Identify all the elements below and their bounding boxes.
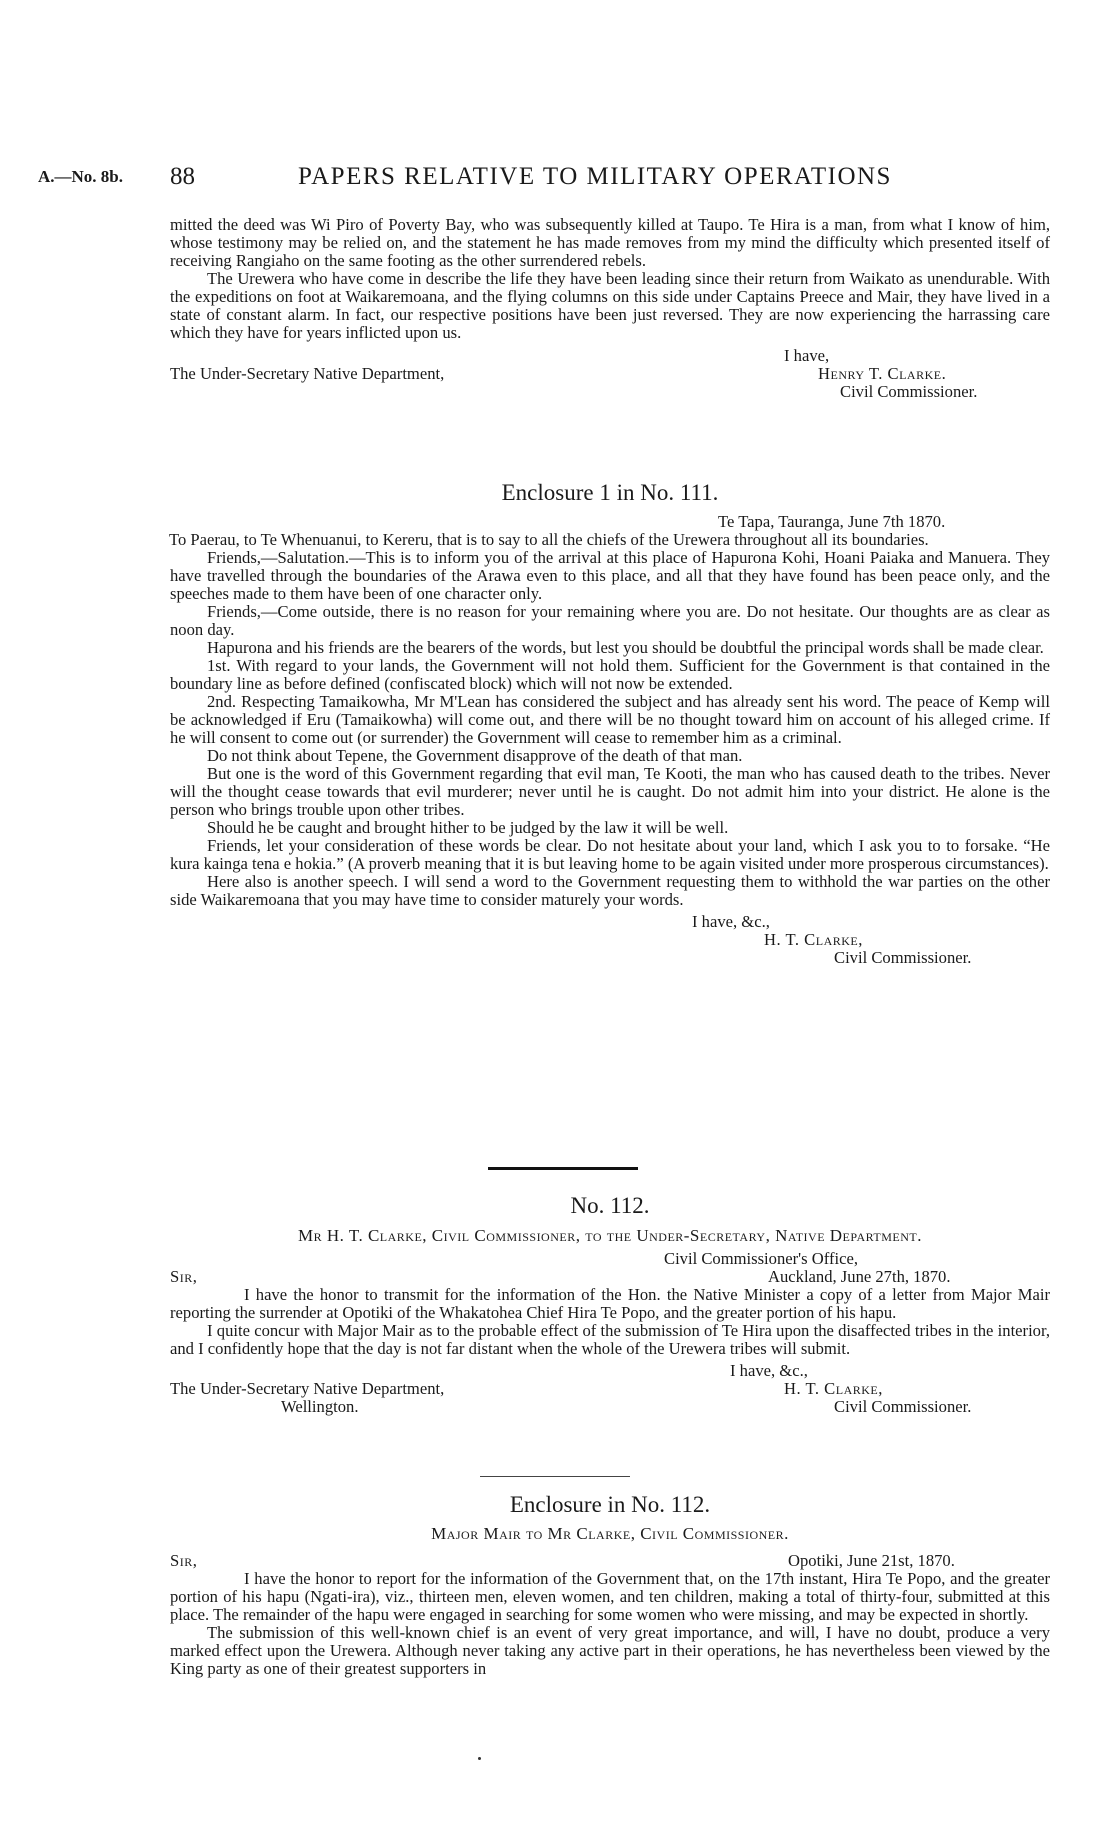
enclosure-heading: Enclosure in No. 112. bbox=[509, 1492, 711, 1517]
closing: I have, &c., bbox=[692, 912, 770, 931]
running-header bbox=[38, 163, 1078, 193]
no-112-body bbox=[170, 1250, 1050, 1416]
page-speck bbox=[478, 1757, 481, 1760]
enclosure-heading: Enclosure 1 in No. 111. bbox=[501, 480, 719, 505]
salutation-line bbox=[170, 1552, 1050, 1570]
signer-name: Henry T. Clarke. bbox=[818, 364, 947, 383]
addressee: The Under-Secretary Native Department, bbox=[170, 364, 445, 383]
paragraph: 1st. With regard to your lands, the Government will not hold them. Sufficient for the Government is that contained in the boundary line as before defined (confiscated block) which will not now be extended. bbox=[170, 656, 1050, 693]
signer-title: Civil Commissioner. bbox=[834, 948, 972, 967]
paragraph: Friends, let your consideration of these words be clear. Do not hesitate about your land, which I ask you to to forsake. “He kura kainga tena e hokia.” (A proverb meaning that it is but leaving home to be again visited under more prosperous circumstances). bbox=[170, 836, 1050, 873]
closing: I have, bbox=[784, 346, 830, 365]
paragraph: The submission of this well-known chief is an event of very great importance, and will, I have no doubt, produce a very marked effect upon the Urewera. Although never taking any active part in their operations, he has nevertheless been viewed by the King party as one of their greatest supporters in bbox=[170, 1623, 1050, 1678]
paragraph: Hapurona and his friends are the bearers of the words, but lest you should be doubtful the principal words shall be made clear. bbox=[207, 638, 1044, 657]
letter-subheading: Mr H. T. Clarke, Civil Commissioner, to the Under-Secretary, Native Department. bbox=[298, 1226, 922, 1245]
document-number-heading: No. 112. bbox=[570, 1193, 650, 1218]
place-date: Opotiki, June 21st, 1870. bbox=[788, 1551, 955, 1570]
signer-name: H. T. Clarke, bbox=[764, 930, 863, 949]
enclosure-112-body bbox=[170, 1552, 1050, 1678]
place-date-line bbox=[170, 513, 1050, 531]
signature-title-line bbox=[170, 949, 1050, 967]
signature-line bbox=[170, 931, 1050, 949]
enclosure-1-body bbox=[170, 513, 1050, 967]
place-date: Te Tapa, Tauranga, June 7th 1870. bbox=[718, 512, 946, 531]
paragraph: I have the honor to transmit for the information of the Hon. the Native Minister a copy of a letter from Major Mair reporting the surrender at Opotiki of the Whakatohea Chief Hira Te Popo, and the greater portion of his hapu. bbox=[170, 1285, 1050, 1322]
paper-reference: A.—No. 8b. bbox=[38, 167, 124, 186]
signature-line bbox=[170, 365, 1050, 383]
paragraph: 2nd. Respecting Tamaikowha, Mr M'Lean has considered the subject and has already sent his word. The peace of Kemp will be acknowledged if Eru (Tamaikowha) will come out, and there will be no thought toward him on account of his alleged crime. If he will consent to come out (or surrender) the Government will cease to remember him as a criminal. bbox=[170, 692, 1050, 747]
paragraph: I have the honor to report for the information of the Government that, on the 17th instant, Hira Te Popo, and the greater portion of his hapu (Ngati-ira), viz., thirteen men, eleven women, and ten children, making a total of thirty-four, submitted at this place. The remainder of the hapu were engaged in searching for some women who were missing, and may be expected in shortly. bbox=[170, 1569, 1050, 1624]
salutation: Sir, bbox=[170, 1267, 198, 1286]
signature-title-line bbox=[170, 1398, 1050, 1416]
signature-block bbox=[170, 347, 1050, 365]
address-line: To Paerau, to Te Whenuanui, to Kereru, that is to say to all the chiefs of the Urewera throughout all its boundaries. bbox=[169, 530, 929, 549]
paragraph: Friends,—Come outside, there is no reason for your remaining where you are. Do not hesitate. Our thoughts are as clear as noon day. bbox=[170, 602, 1050, 639]
signer-title: Civil Commissioner. bbox=[840, 382, 978, 401]
place-date: Auckland, June 27th, 1870. bbox=[768, 1267, 951, 1286]
paragraph: Friends,—Salutation.—This is to inform you of the arrival at this place of Hapurona Kohi, Hoani Paiaka and Manuera. They have travelled through the boundaries of the Arawa even to this place, and all that they have found has been peace only, and the speeches made to them have been of one character only. bbox=[170, 548, 1050, 603]
paragraph: mitted the deed was Wi Piro of Poverty Bay, who was subsequently killed at Taupo. Te Hira is a man, from what I know of him, whose testimony may be relied on, and the statement he has made removes from my mind the difficulty which presented itself of receiving Rangiaho on the same footing as the other surrendered rebels. bbox=[170, 215, 1050, 270]
paragraph: Should he be caught and brought hither to be judged by the law it will be well. bbox=[207, 818, 729, 837]
closing-line bbox=[170, 913, 1050, 931]
signer-title: Civil Commissioner. bbox=[834, 1397, 972, 1416]
signature-line bbox=[170, 1380, 1050, 1398]
office: Civil Commissioner's Office, bbox=[664, 1249, 858, 1268]
running-title: PAPERS RELATIVE TO MILITARY OPERATIONS bbox=[298, 163, 892, 190]
paragraph: But one is the word of this Government regarding that evil man, Te Kooti, the man who has caused death to the tribes. Never will the thought cease towards that evil murderer; never until he is caught. Do not admit him into your district. He alone is the person who brings trouble upon other tribes. bbox=[170, 764, 1050, 819]
office-line bbox=[170, 1250, 1050, 1268]
signer-name: H. T. Clarke, bbox=[784, 1379, 883, 1398]
paragraph: I quite concur with Major Mair as to the probable effect of the submission of Te Hira upon the disaffected tribes in the interior, and I confidently hope that the day is not far distant when the whole of the Urewera tribes will submit. bbox=[170, 1321, 1050, 1358]
addressee: The Under-Secretary Native Department, bbox=[170, 1379, 445, 1398]
section-rule bbox=[480, 1476, 630, 1477]
letter-subheading: Major Mair to Mr Clarke, Civil Commissioner. bbox=[431, 1524, 789, 1543]
closing-line bbox=[170, 1362, 1050, 1380]
letter-continuation bbox=[170, 216, 1050, 401]
salutation: Sir, bbox=[170, 1551, 198, 1570]
page-number: 88 bbox=[170, 163, 195, 190]
paragraph: Do not think about Tepene, the Government disapprove of the death of that man. bbox=[207, 746, 743, 765]
signature-title-line bbox=[170, 383, 1050, 401]
salutation-line bbox=[170, 1268, 1050, 1286]
paragraph: Here also is another speech. I will send a word to the Government requesting them to withhold the war parties on the other side Waikaremoana that you may have time to consider maturely your words. bbox=[170, 872, 1050, 909]
addressee-city: Wellington. bbox=[281, 1397, 359, 1416]
section-rule bbox=[488, 1167, 638, 1170]
closing: I have, &c., bbox=[730, 1361, 808, 1380]
paragraph: The Urewera who have come in describe the life they have been leading since their return from Waikato as unendurable. With the expeditions on foot at Waikaremoana, and the flying columns on this side under Captains Preece and Mair, they have lived in a state of constant alarm. In fact, our respective positions have been just reversed. They are now experiencing the harrassing care which they have for years inflicted upon us. bbox=[170, 269, 1050, 342]
